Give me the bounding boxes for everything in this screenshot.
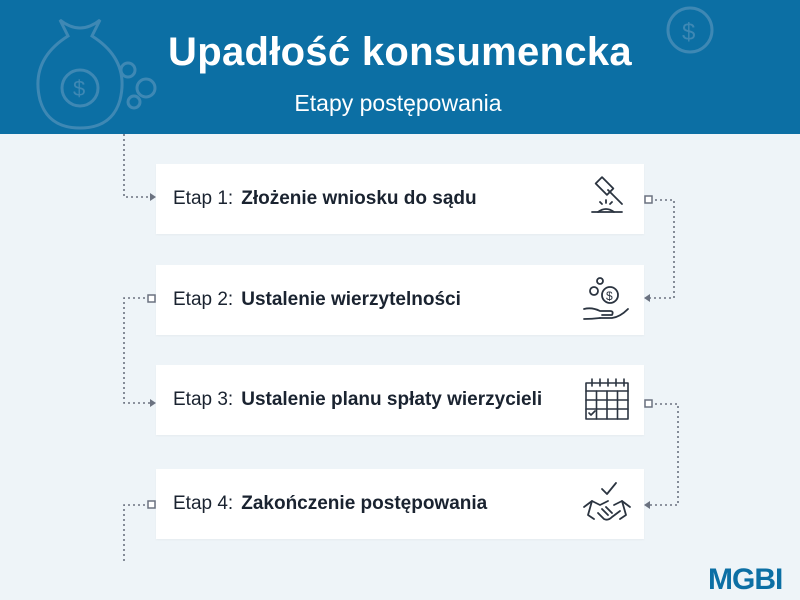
step-card-1 (156, 164, 644, 234)
step-text-3 (173, 365, 542, 435)
connector-node-3 (645, 400, 652, 407)
step-title-2: Ustalenie wierzytelności (241, 289, 461, 310)
step-text-1 (173, 164, 477, 234)
connector-left-2-3 (124, 298, 150, 403)
handshake-icon (580, 477, 634, 531)
step-text-2 (173, 265, 461, 335)
step-number-1: Etap 1: (173, 188, 234, 209)
gavel-icon (580, 172, 634, 226)
svg-text:$: $ (682, 19, 696, 46)
step-number-4: Etap 4: (173, 493, 234, 514)
step-card-2 (156, 265, 644, 335)
step-title-1: Złożenie wniosku do sądu (241, 188, 477, 209)
page-subtitle: Etapy postępowania (294, 90, 502, 116)
connector-node-2 (148, 295, 155, 302)
connector-right-3-4 (650, 404, 678, 505)
connector-left-end (124, 505, 150, 562)
coin-hand-icon (580, 273, 634, 327)
step-text-4 (173, 469, 487, 539)
svg-text:$: $ (606, 289, 613, 303)
step-card-4 (156, 469, 644, 539)
step-number-3: Etap 3: (173, 389, 234, 410)
svg-text:$: $ (73, 76, 86, 101)
connector-node-4 (148, 501, 155, 508)
calendar-icon (580, 373, 634, 427)
mgbi-logo: MGBI (708, 563, 783, 596)
connector-node-1 (645, 196, 652, 203)
connector-right-1-2 (650, 200, 674, 298)
step-number-2: Etap 2: (173, 289, 234, 310)
arrow-head-2 (644, 294, 650, 302)
connector-left-start (124, 134, 150, 197)
step-title-4: Zakończenie postępowania (241, 493, 488, 514)
step-title-3: Ustalenie planu spłaty wierzycieli (241, 389, 543, 410)
step-card-3 (156, 365, 644, 435)
arrow-head-4 (644, 501, 650, 509)
page-title: Upadłość konsumencka (168, 30, 632, 74)
